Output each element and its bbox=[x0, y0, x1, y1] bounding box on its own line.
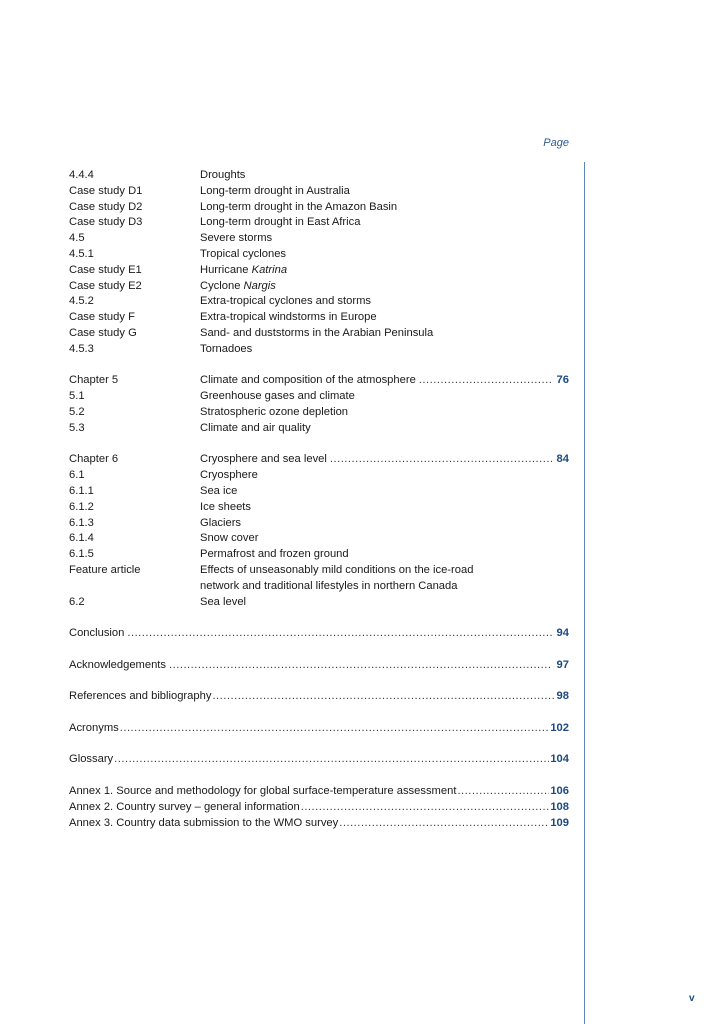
entry-title bbox=[200, 279, 276, 295]
page-number: 104 bbox=[550, 753, 569, 766]
entry-title: Sand- and duststorms in the Arabian Peninsula bbox=[200, 326, 434, 339]
toc-section-entry[interactable] bbox=[69, 689, 569, 705]
spacer bbox=[69, 642, 569, 658]
toc-annex-entry[interactable] bbox=[69, 816, 569, 832]
toc-section-entry[interactable] bbox=[69, 626, 569, 642]
entry-title: Acronyms bbox=[69, 721, 119, 734]
toc-entry[interactable] bbox=[69, 516, 569, 532]
toc-entry[interactable] bbox=[69, 595, 569, 611]
dot-leader bbox=[330, 452, 552, 468]
toc-entry[interactable] bbox=[69, 263, 569, 279]
entry-number: Feature article bbox=[69, 563, 141, 576]
entry-number: 4.5 bbox=[69, 232, 85, 245]
entry-title: Glossary bbox=[69, 753, 114, 766]
entry-title: Extra-tropical cyclones and storms bbox=[200, 295, 371, 308]
entry-title-italic: Nargis bbox=[243, 279, 276, 292]
entry-title: Long-term drought in Australia bbox=[200, 184, 350, 197]
entry-title: Droughts bbox=[200, 169, 246, 181]
entry-number: Case study D3 bbox=[69, 216, 143, 229]
entry-title: Severe storms bbox=[200, 232, 273, 245]
entry-number: 6.1 bbox=[69, 469, 85, 482]
toc-entry[interactable] bbox=[69, 231, 569, 247]
entry-title: Cryosphere bbox=[200, 469, 258, 482]
spacer bbox=[69, 705, 569, 721]
page-number: 106 bbox=[550, 785, 569, 798]
entry-leader-line bbox=[69, 752, 569, 768]
page-number: 108 bbox=[550, 800, 569, 813]
spacer bbox=[69, 610, 569, 626]
entry-number: 6.1.4 bbox=[69, 532, 94, 545]
entry-title: Extra-tropical windstorms in Europe bbox=[200, 311, 377, 324]
entry-title: Tornadoes bbox=[200, 342, 253, 355]
entry-title-prefix: Hurricane bbox=[200, 263, 252, 276]
toc-entry[interactable] bbox=[69, 484, 569, 500]
spacer bbox=[69, 768, 569, 784]
vertical-rule bbox=[584, 162, 585, 1024]
dot-leader bbox=[114, 752, 549, 768]
entry-title: Long-term drought in the Amazon Basin bbox=[200, 200, 398, 213]
page-column-header: Page bbox=[543, 137, 569, 149]
entry-leader-line bbox=[69, 689, 569, 705]
toc-entry[interactable] bbox=[69, 563, 569, 579]
page-number: 109 bbox=[550, 816, 569, 829]
spacer bbox=[69, 737, 569, 753]
entry-title: Annex 1. Source and methodology for global surface-temperature assessment bbox=[69, 785, 457, 798]
entry-title: Sea level bbox=[200, 595, 247, 608]
toc-annex-entry[interactable] bbox=[69, 800, 569, 816]
entry-number: 5.2 bbox=[69, 405, 85, 418]
entry-number: 6.2 bbox=[69, 595, 85, 608]
entry-number: Case study F bbox=[69, 311, 135, 324]
entry-number: 4.5.2 bbox=[69, 295, 94, 308]
entry-title: Tropical cyclones bbox=[200, 247, 287, 260]
page-number: 76 bbox=[556, 374, 569, 387]
entry-title: Glaciers bbox=[200, 516, 242, 529]
entry-title: Annex 2. Country survey – general information bbox=[69, 800, 300, 813]
entry-number: Case study D2 bbox=[69, 200, 143, 213]
entry-leader-line bbox=[200, 373, 569, 389]
page-number: 97 bbox=[556, 658, 569, 671]
spacer bbox=[69, 437, 569, 453]
page-folio: v bbox=[689, 993, 695, 1004]
page-number: 94 bbox=[556, 627, 569, 640]
toc-entry[interactable] bbox=[69, 168, 569, 184]
dot-leader bbox=[339, 816, 549, 832]
entry-title: References and bibliography bbox=[69, 690, 212, 703]
toc-chapter-entry[interactable] bbox=[69, 373, 569, 389]
entry-leader-line bbox=[69, 721, 569, 737]
toc-entry[interactable] bbox=[69, 531, 569, 547]
entry-number: 4.5.1 bbox=[69, 247, 94, 260]
toc-section-entry[interactable] bbox=[69, 658, 569, 674]
toc-entry[interactable] bbox=[69, 547, 569, 563]
entry-number: 5.3 bbox=[69, 421, 85, 434]
toc-entry[interactable] bbox=[69, 294, 569, 310]
toc-entry[interactable] bbox=[69, 279, 569, 295]
entry-number: 4.5.3 bbox=[69, 342, 94, 355]
spacer bbox=[69, 358, 569, 374]
entry-title bbox=[200, 263, 287, 279]
entry-number: Chapter 5 bbox=[69, 374, 119, 387]
entry-number: 6.1.5 bbox=[69, 548, 94, 561]
toc-entry-continuation[interactable] bbox=[69, 579, 569, 595]
table-of-contents bbox=[69, 168, 569, 831]
toc-entry[interactable] bbox=[69, 184, 569, 200]
toc-entry[interactable] bbox=[69, 200, 569, 216]
entry-number: Case study D1 bbox=[69, 184, 143, 197]
toc-entry[interactable] bbox=[69, 500, 569, 516]
entry-title: Conclusion bbox=[69, 627, 125, 640]
entry-leader-line bbox=[69, 816, 569, 832]
entry-leader-line bbox=[69, 784, 569, 800]
entry-title: Permafrost and frozen ground bbox=[200, 548, 349, 561]
entry-title-italic: Katrina bbox=[251, 263, 288, 276]
dot-leader bbox=[212, 689, 554, 705]
toc-chapter-entry[interactable] bbox=[69, 452, 569, 468]
dot-leader bbox=[127, 626, 552, 642]
toc-entry[interactable] bbox=[69, 310, 569, 326]
entry-leader-line bbox=[200, 452, 569, 468]
entry-number: 6.1.1 bbox=[69, 484, 94, 497]
entry-number: 6.1.2 bbox=[69, 500, 94, 513]
toc-entry[interactable] bbox=[69, 389, 569, 405]
page-number: 98 bbox=[556, 690, 569, 703]
entry-leader-line bbox=[69, 626, 569, 642]
entry-title-continued: network and traditional lifestyles in northern Canada bbox=[200, 579, 458, 592]
entry-title: Long-term drought in East Africa bbox=[200, 216, 361, 229]
page-number: 102 bbox=[550, 721, 569, 734]
entry-title: Climate and air quality bbox=[200, 421, 311, 434]
entry-leader-line bbox=[69, 658, 569, 674]
entry-number: Case study E1 bbox=[69, 263, 142, 276]
toc-section-entry[interactable] bbox=[69, 721, 569, 737]
entry-title: Acknowledgements bbox=[69, 658, 167, 671]
entry-number: 4.4.4 bbox=[69, 169, 94, 181]
entry-title: Ice sheets bbox=[200, 500, 251, 513]
entry-title: Annex 3. Country data submission to the WMO survey bbox=[69, 816, 339, 829]
toc-annex-entry[interactable] bbox=[69, 784, 569, 800]
entry-number: 5.1 bbox=[69, 390, 85, 403]
entry-title-prefix: Cyclone bbox=[200, 279, 244, 292]
entry-number: 6.1.3 bbox=[69, 516, 94, 529]
entry-title: Stratospheric ozone depletion bbox=[200, 405, 349, 418]
page-number: 84 bbox=[556, 453, 569, 466]
entry-title: Greenhouse gases and climate bbox=[200, 390, 355, 403]
toc-entry[interactable] bbox=[69, 468, 569, 484]
toc-entry[interactable] bbox=[69, 405, 569, 421]
dot-leader bbox=[419, 373, 552, 389]
entry-title: Climate and composition of the atmosphere bbox=[200, 374, 416, 387]
entry-title: Snow cover bbox=[200, 532, 259, 545]
entry-number: Case study G bbox=[69, 326, 137, 339]
entry-number: Chapter 6 bbox=[69, 453, 119, 466]
entry-number: Case study E2 bbox=[69, 279, 142, 292]
toc-entry[interactable] bbox=[69, 215, 569, 231]
toc-section-entry[interactable] bbox=[69, 752, 569, 768]
entry-leader-line bbox=[69, 800, 569, 816]
dot-leader bbox=[120, 721, 550, 737]
dot-leader bbox=[301, 800, 550, 816]
entry-title: Sea ice bbox=[200, 484, 238, 497]
dot-leader bbox=[457, 784, 549, 800]
spacer bbox=[69, 674, 569, 690]
toc-entry[interactable] bbox=[69, 342, 569, 358]
toc-entry[interactable] bbox=[69, 326, 569, 342]
toc-entry[interactable] bbox=[69, 247, 569, 263]
entry-title: Effects of unseasonably mild conditions on the ice-road bbox=[200, 563, 474, 576]
dot-leader bbox=[169, 658, 552, 674]
entry-title: Cryosphere and sea level bbox=[200, 453, 327, 466]
toc-entry[interactable] bbox=[69, 421, 569, 437]
